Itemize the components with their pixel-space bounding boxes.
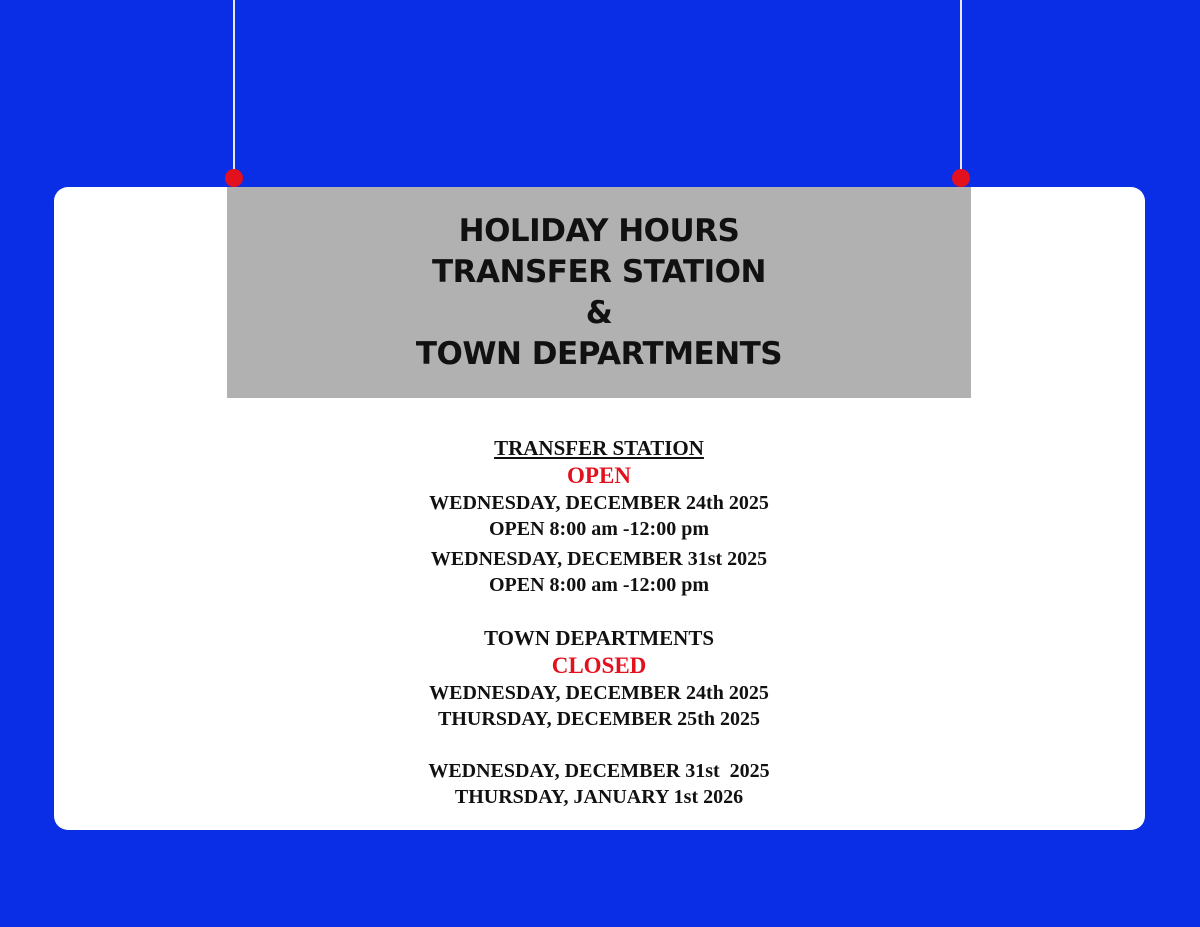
town-departments-heading: TOWN DEPARTMENTS bbox=[483, 626, 715, 650]
town-departments-date-2: THURSDAY, DECEMBER 25th 2025 bbox=[438, 708, 760, 730]
transfer-station-hours-2: OPEN 8:00 am -12:00 pm bbox=[489, 574, 709, 596]
town-departments-date-3: WEDNESDAY, DECEMBER 31st 2025 bbox=[428, 760, 770, 782]
town-departments-date-4: THURSDAY, JANUARY 1st 2026 bbox=[454, 786, 744, 808]
banner-title-line-4: TOWN DEPARTMENTS bbox=[415, 335, 783, 372]
transfer-station-status: OPEN bbox=[567, 463, 631, 488]
town-departments-date-1: WEDNESDAY, DECEMBER 24th 2025 bbox=[429, 682, 769, 704]
pin-left-icon bbox=[225, 169, 243, 187]
transfer-station-date-1: WEDNESDAY, DECEMBER 24th 2025 bbox=[429, 492, 769, 514]
transfer-station-hours-1: OPEN 8:00 am -12:00 pm bbox=[489, 518, 709, 540]
schedule-content bbox=[227, 434, 971, 810]
town-departments-status: CLOSED bbox=[551, 653, 647, 678]
banner-title-line-1: HOLIDAY HOURS bbox=[458, 212, 740, 249]
title-banner bbox=[227, 187, 971, 398]
transfer-station-date-2: WEDNESDAY, DECEMBER 31st 2025 bbox=[430, 548, 768, 570]
hanging-string-left bbox=[233, 0, 235, 178]
transfer-station-heading: TRANSFER STATION bbox=[494, 436, 704, 460]
hanging-string-right bbox=[960, 0, 962, 178]
pin-right-icon bbox=[952, 169, 970, 187]
banner-title-line-2: TRANSFER STATION bbox=[432, 253, 766, 290]
banner-title-line-3: & bbox=[585, 294, 613, 331]
